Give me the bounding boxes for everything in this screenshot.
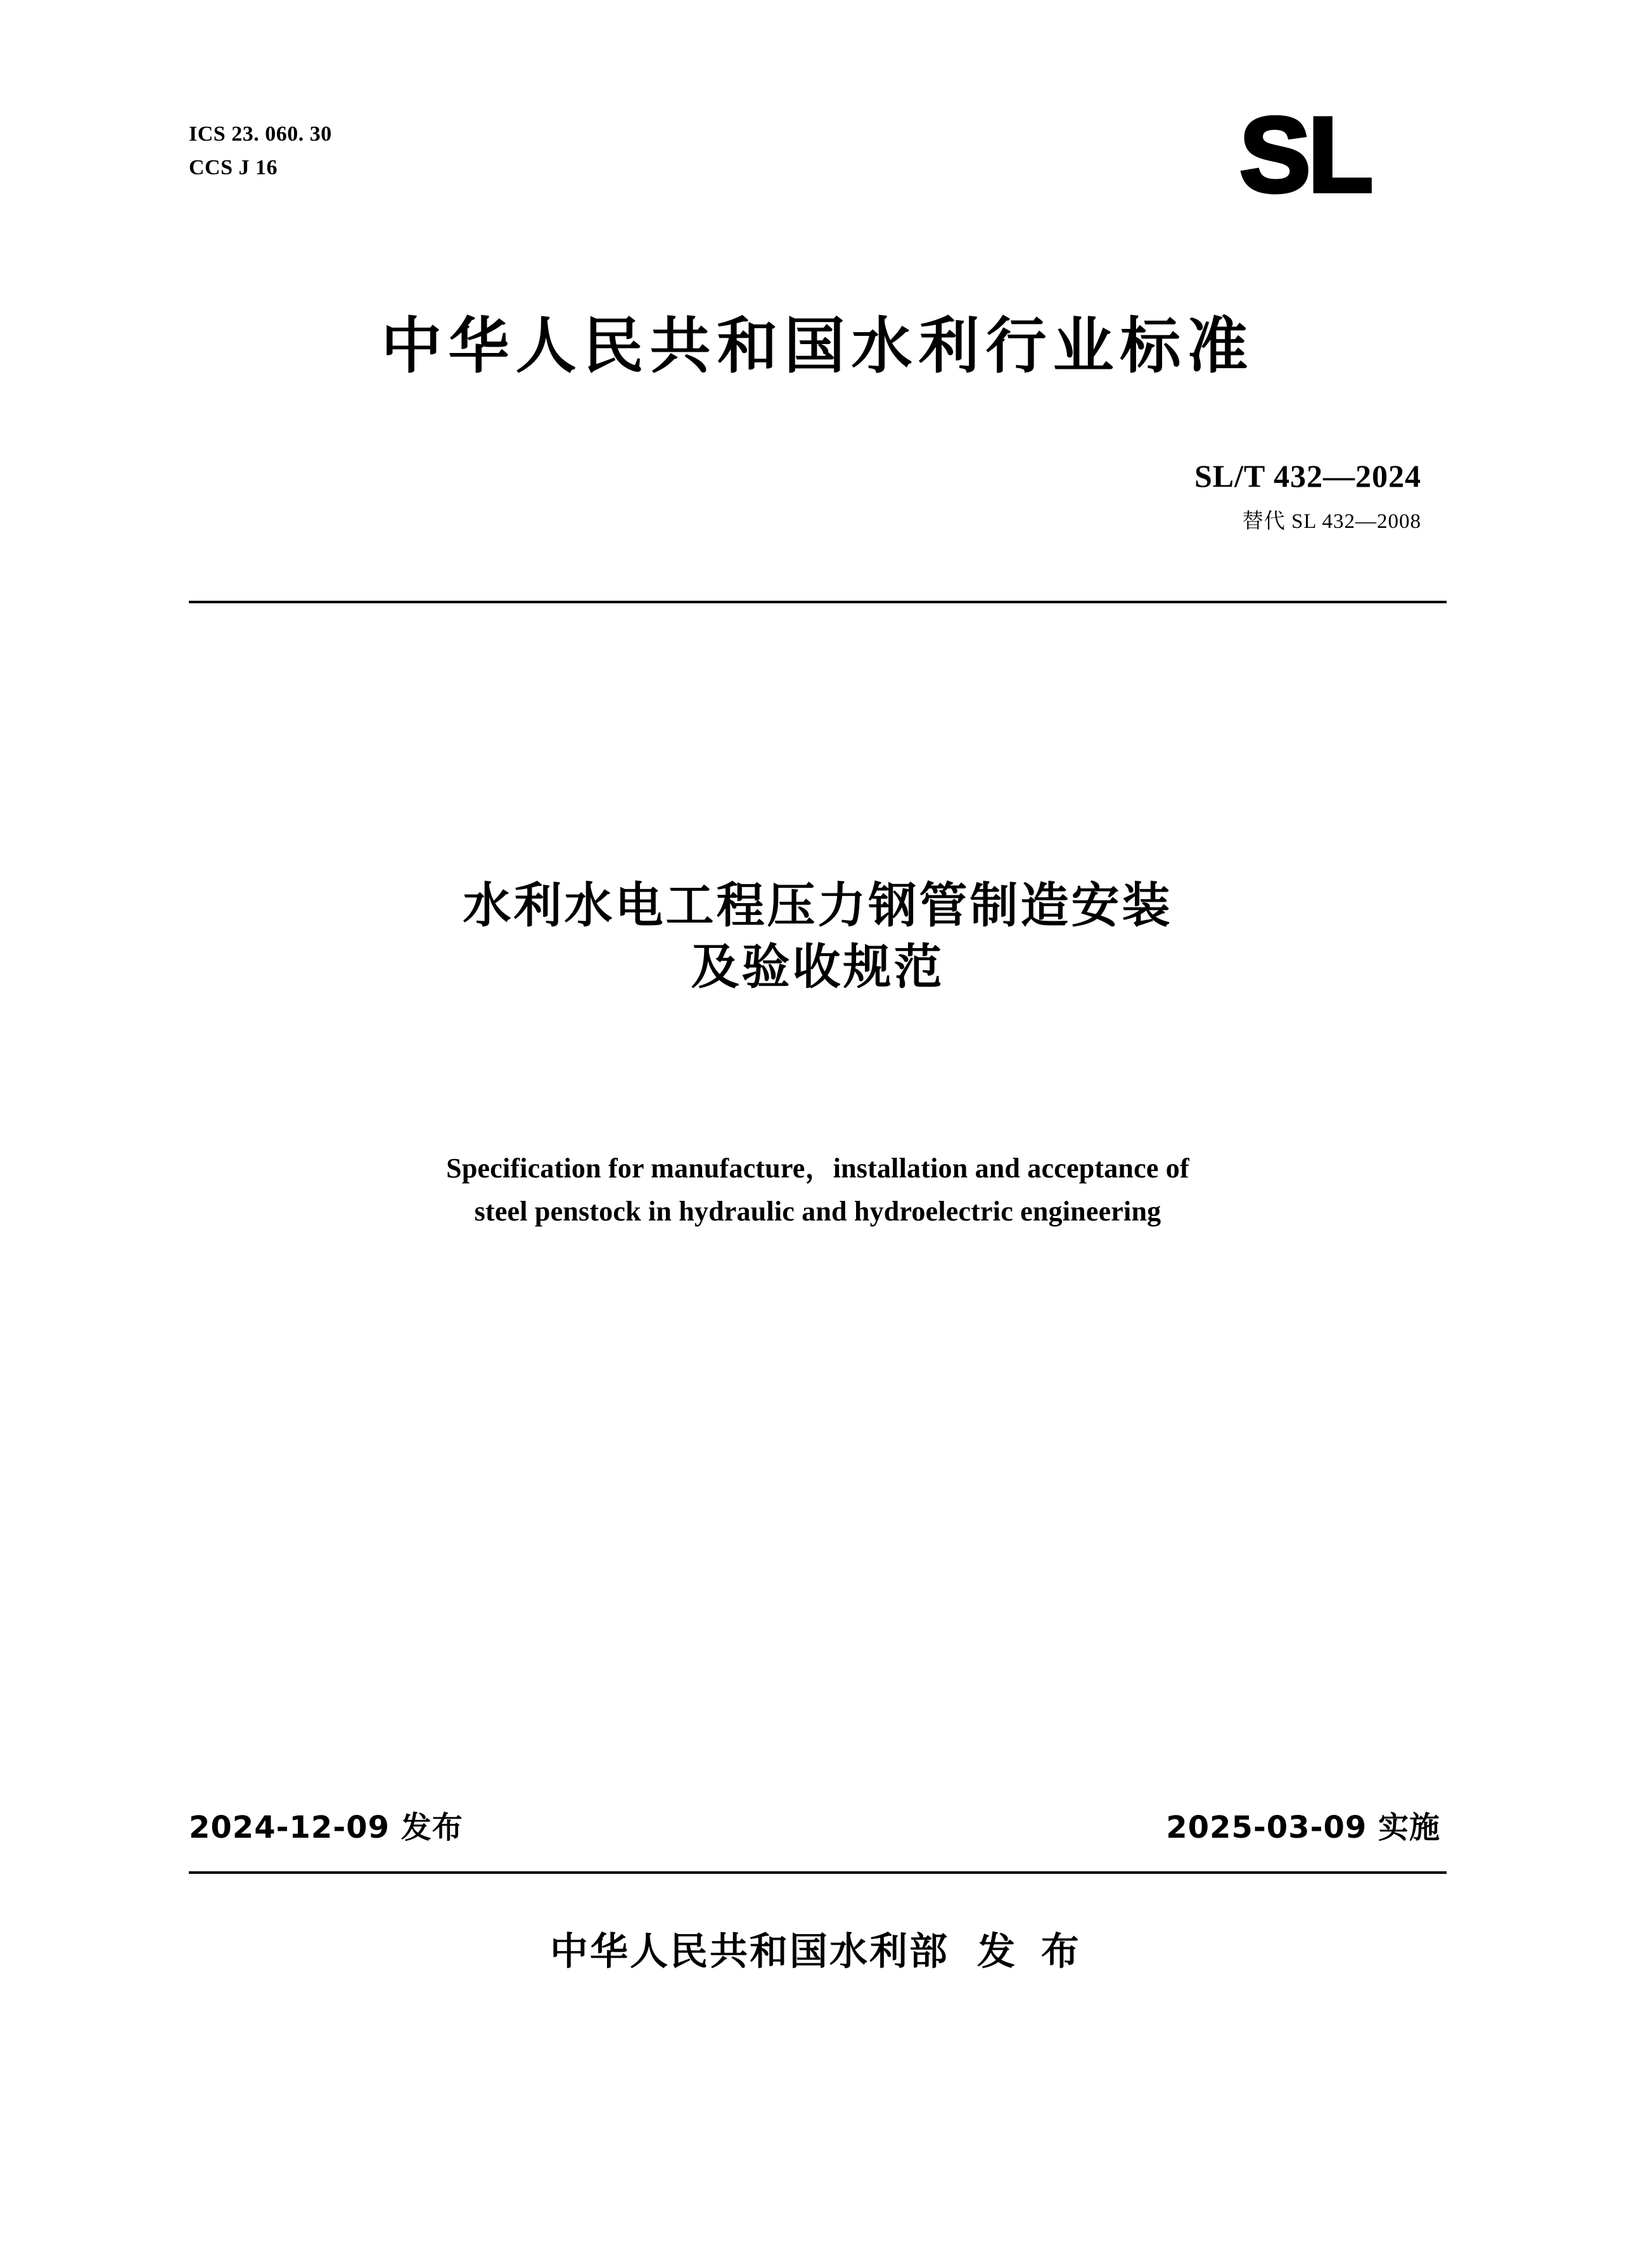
issue-date: 2024-12-09 发布	[189, 1810, 463, 1845]
sl-logo: SL	[1239, 95, 1371, 214]
page-title-english-line2: steel penstock in hydraulic and hydroelectric engineering	[474, 1196, 1161, 1227]
cover-content	[189, 0, 1447, 2268]
page-title	[189, 875, 1447, 998]
ics-code: ICS 23. 060. 30	[189, 122, 332, 146]
page-title-english-line1: Specification for manufacture，installation and acceptance of	[446, 1153, 1189, 1184]
standard-number: SL/T 432—2024	[1194, 458, 1421, 494]
page-title-line1: 水利水电工程压力钢管制造安装	[463, 877, 1173, 933]
publisher-verb: 发 布	[977, 1930, 1085, 1974]
replaced-standard: 替代 SL 432—2008	[1242, 510, 1421, 533]
header-divider	[189, 601, 1447, 603]
cover-header	[189, 95, 1447, 283]
footer-divider	[189, 1871, 1447, 1874]
page-title-english	[189, 1147, 1447, 1233]
publisher-name: 中华人民共和国水利部	[550, 1930, 950, 1974]
ccs-code: CCS J 16	[189, 155, 278, 179]
standard-series-title: 中华人民共和国水利行业标准	[381, 311, 1255, 381]
implementation-date: 2025-03-09 实施	[1166, 1810, 1440, 1845]
standard-number-block	[1194, 458, 1421, 534]
publisher-line	[189, 1921, 1447, 1976]
page-title-line2: 及验收规范	[691, 939, 945, 996]
classification-codes	[189, 118, 332, 184]
date-row	[189, 1803, 1447, 1847]
